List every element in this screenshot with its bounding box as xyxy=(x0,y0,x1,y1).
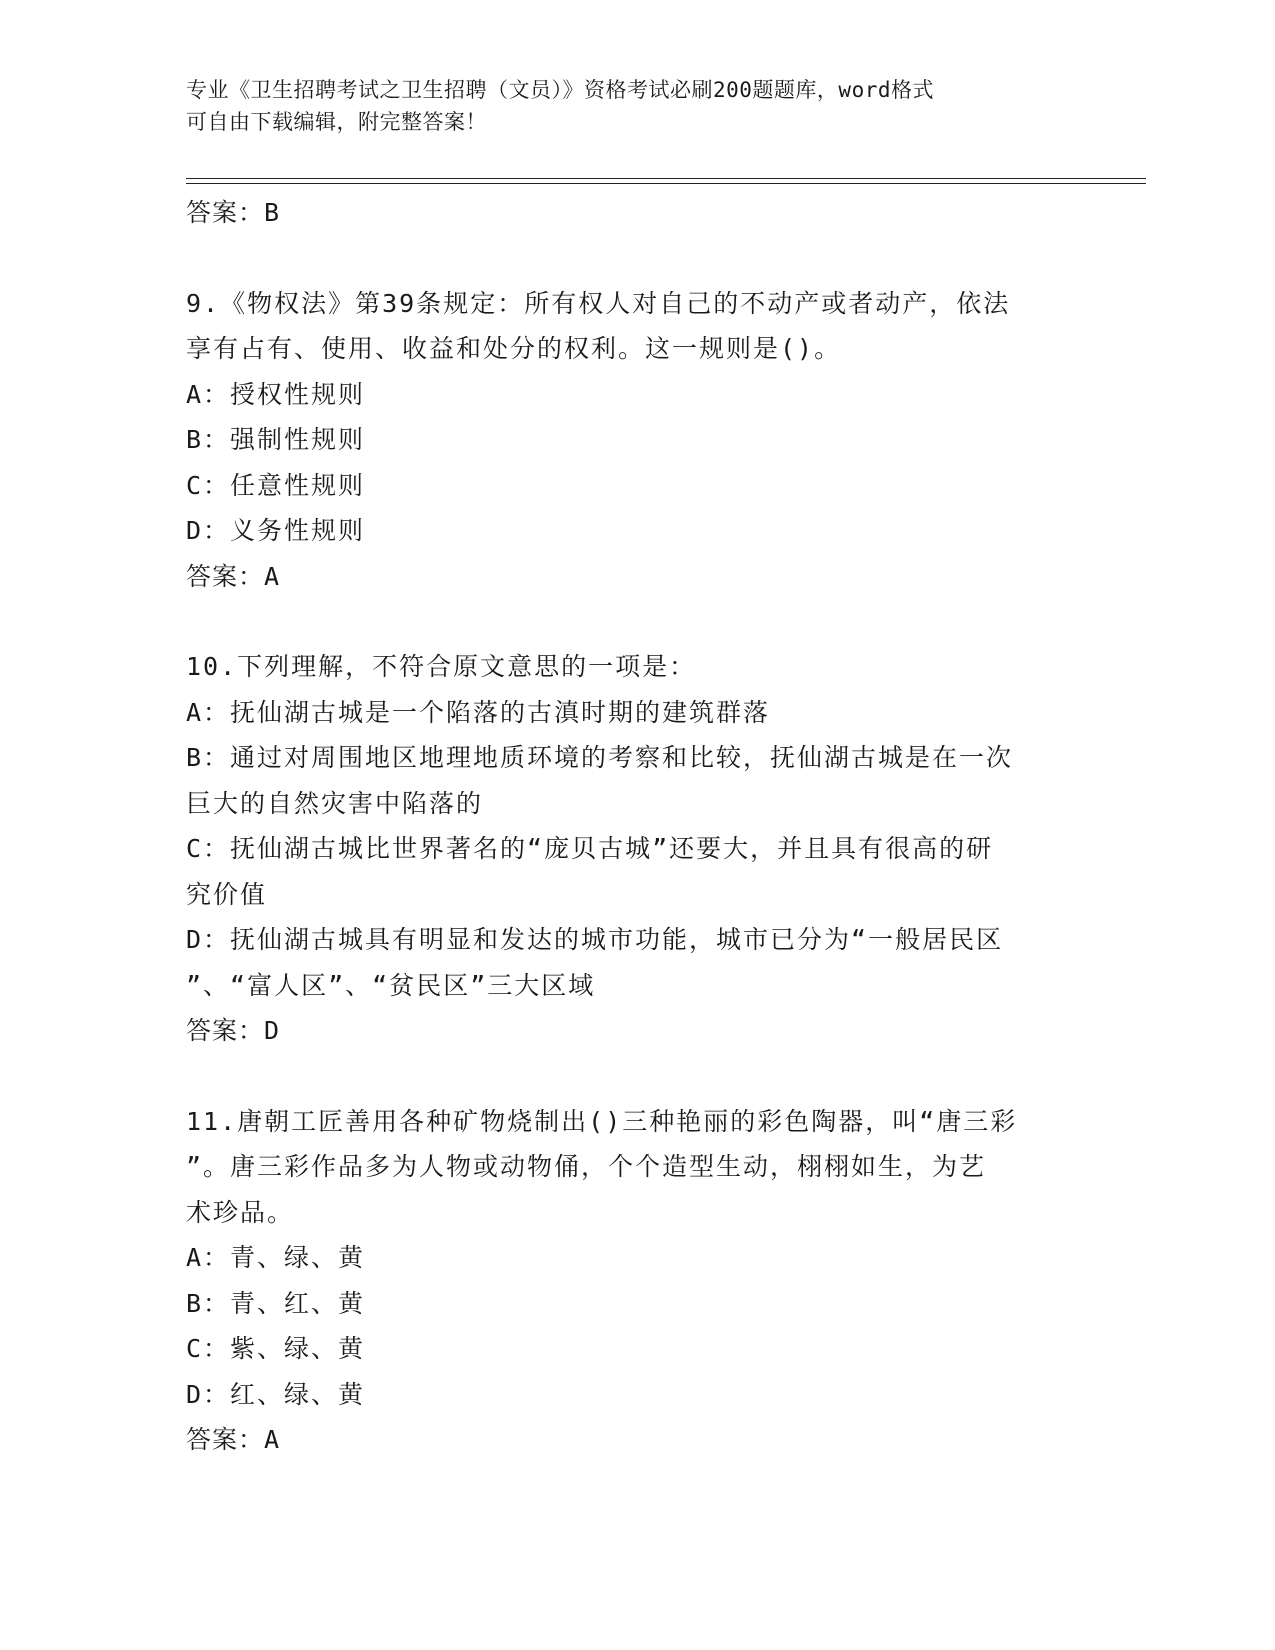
header-line-1: 专业《卫生招聘考试之卫生招聘（文员）》资格考试必刷200题题库，word格式 xyxy=(186,78,934,102)
option-c-continued: 究价值 xyxy=(186,879,268,909)
header-rule-top xyxy=(186,178,1146,179)
spacer xyxy=(186,236,1086,281)
question-stem-line: 术珍品。 xyxy=(186,1197,295,1227)
header-rule-bottom xyxy=(186,183,1146,184)
answer-line: 答案：A xyxy=(186,561,281,591)
option-d: D：义务性规则 xyxy=(186,516,366,545)
question-stem-line: 9.《物权法》第39条规定：所有权人对自己的不动产或者动产，依法 xyxy=(186,288,1011,318)
spacer xyxy=(186,1054,1086,1099)
spacer xyxy=(186,599,1086,644)
question-block xyxy=(186,644,1086,1054)
question-stem-line: ”。唐三彩作品多为人物或动物俑，个个造型生动，栩栩如生，为艺 xyxy=(186,1152,987,1181)
option-b: B：青、红、黄 xyxy=(186,1288,366,1318)
answer-line: 答案：D xyxy=(186,1016,281,1045)
option-d: D：红、绿、黄 xyxy=(186,1379,366,1409)
question-stem-line: 享有占有、使用、收益和处分的权利。这一规则是()。 xyxy=(186,334,842,363)
question-stem-line: 10.下列理解，不符合原文意思的一项是： xyxy=(186,652,697,681)
option-d-continued: ”、“富人区”、“贫民区”三大区域 xyxy=(186,970,596,1000)
question-stem-line: 11.唐朝工匠善用各种矿物烧制出()三种艳丽的彩色陶器，叫“唐三彩 xyxy=(186,1106,1018,1136)
option-c: C：抚仙湖古城比世界著名的“庞贝古城”还要大，并且具有很高的研 xyxy=(186,834,994,863)
option-a: A：授权性规则 xyxy=(186,379,366,409)
option-a: A：抚仙湖古城是一个陷落的古滇时期的建筑群落 xyxy=(186,697,771,727)
option-b-continued: 巨大的自然灾害中陷落的 xyxy=(186,788,484,818)
document-header xyxy=(186,74,1086,138)
option-d: D：抚仙湖古城具有明显和发达的城市功能，城市已分为“一般居民区 xyxy=(186,925,1004,954)
option-b: B：通过对周围地区地理地质环境的考察和比较，抚仙湖古城是在一次 xyxy=(186,743,1014,772)
option-c: C：任意性规则 xyxy=(186,470,366,500)
answer-line: 答案：A xyxy=(186,1425,281,1454)
question-block xyxy=(186,281,1086,600)
question-content xyxy=(186,190,1086,1463)
option-a: A：青、绿、黄 xyxy=(186,1243,366,1272)
question-block xyxy=(186,1099,1086,1463)
option-c: C：紫、绿、黄 xyxy=(186,1334,366,1363)
header-line-2: 可自由下载编辑，附完整答案！ xyxy=(186,110,487,134)
option-b: B：强制性规则 xyxy=(186,425,366,454)
previous-answer: 答案：B xyxy=(186,198,281,227)
